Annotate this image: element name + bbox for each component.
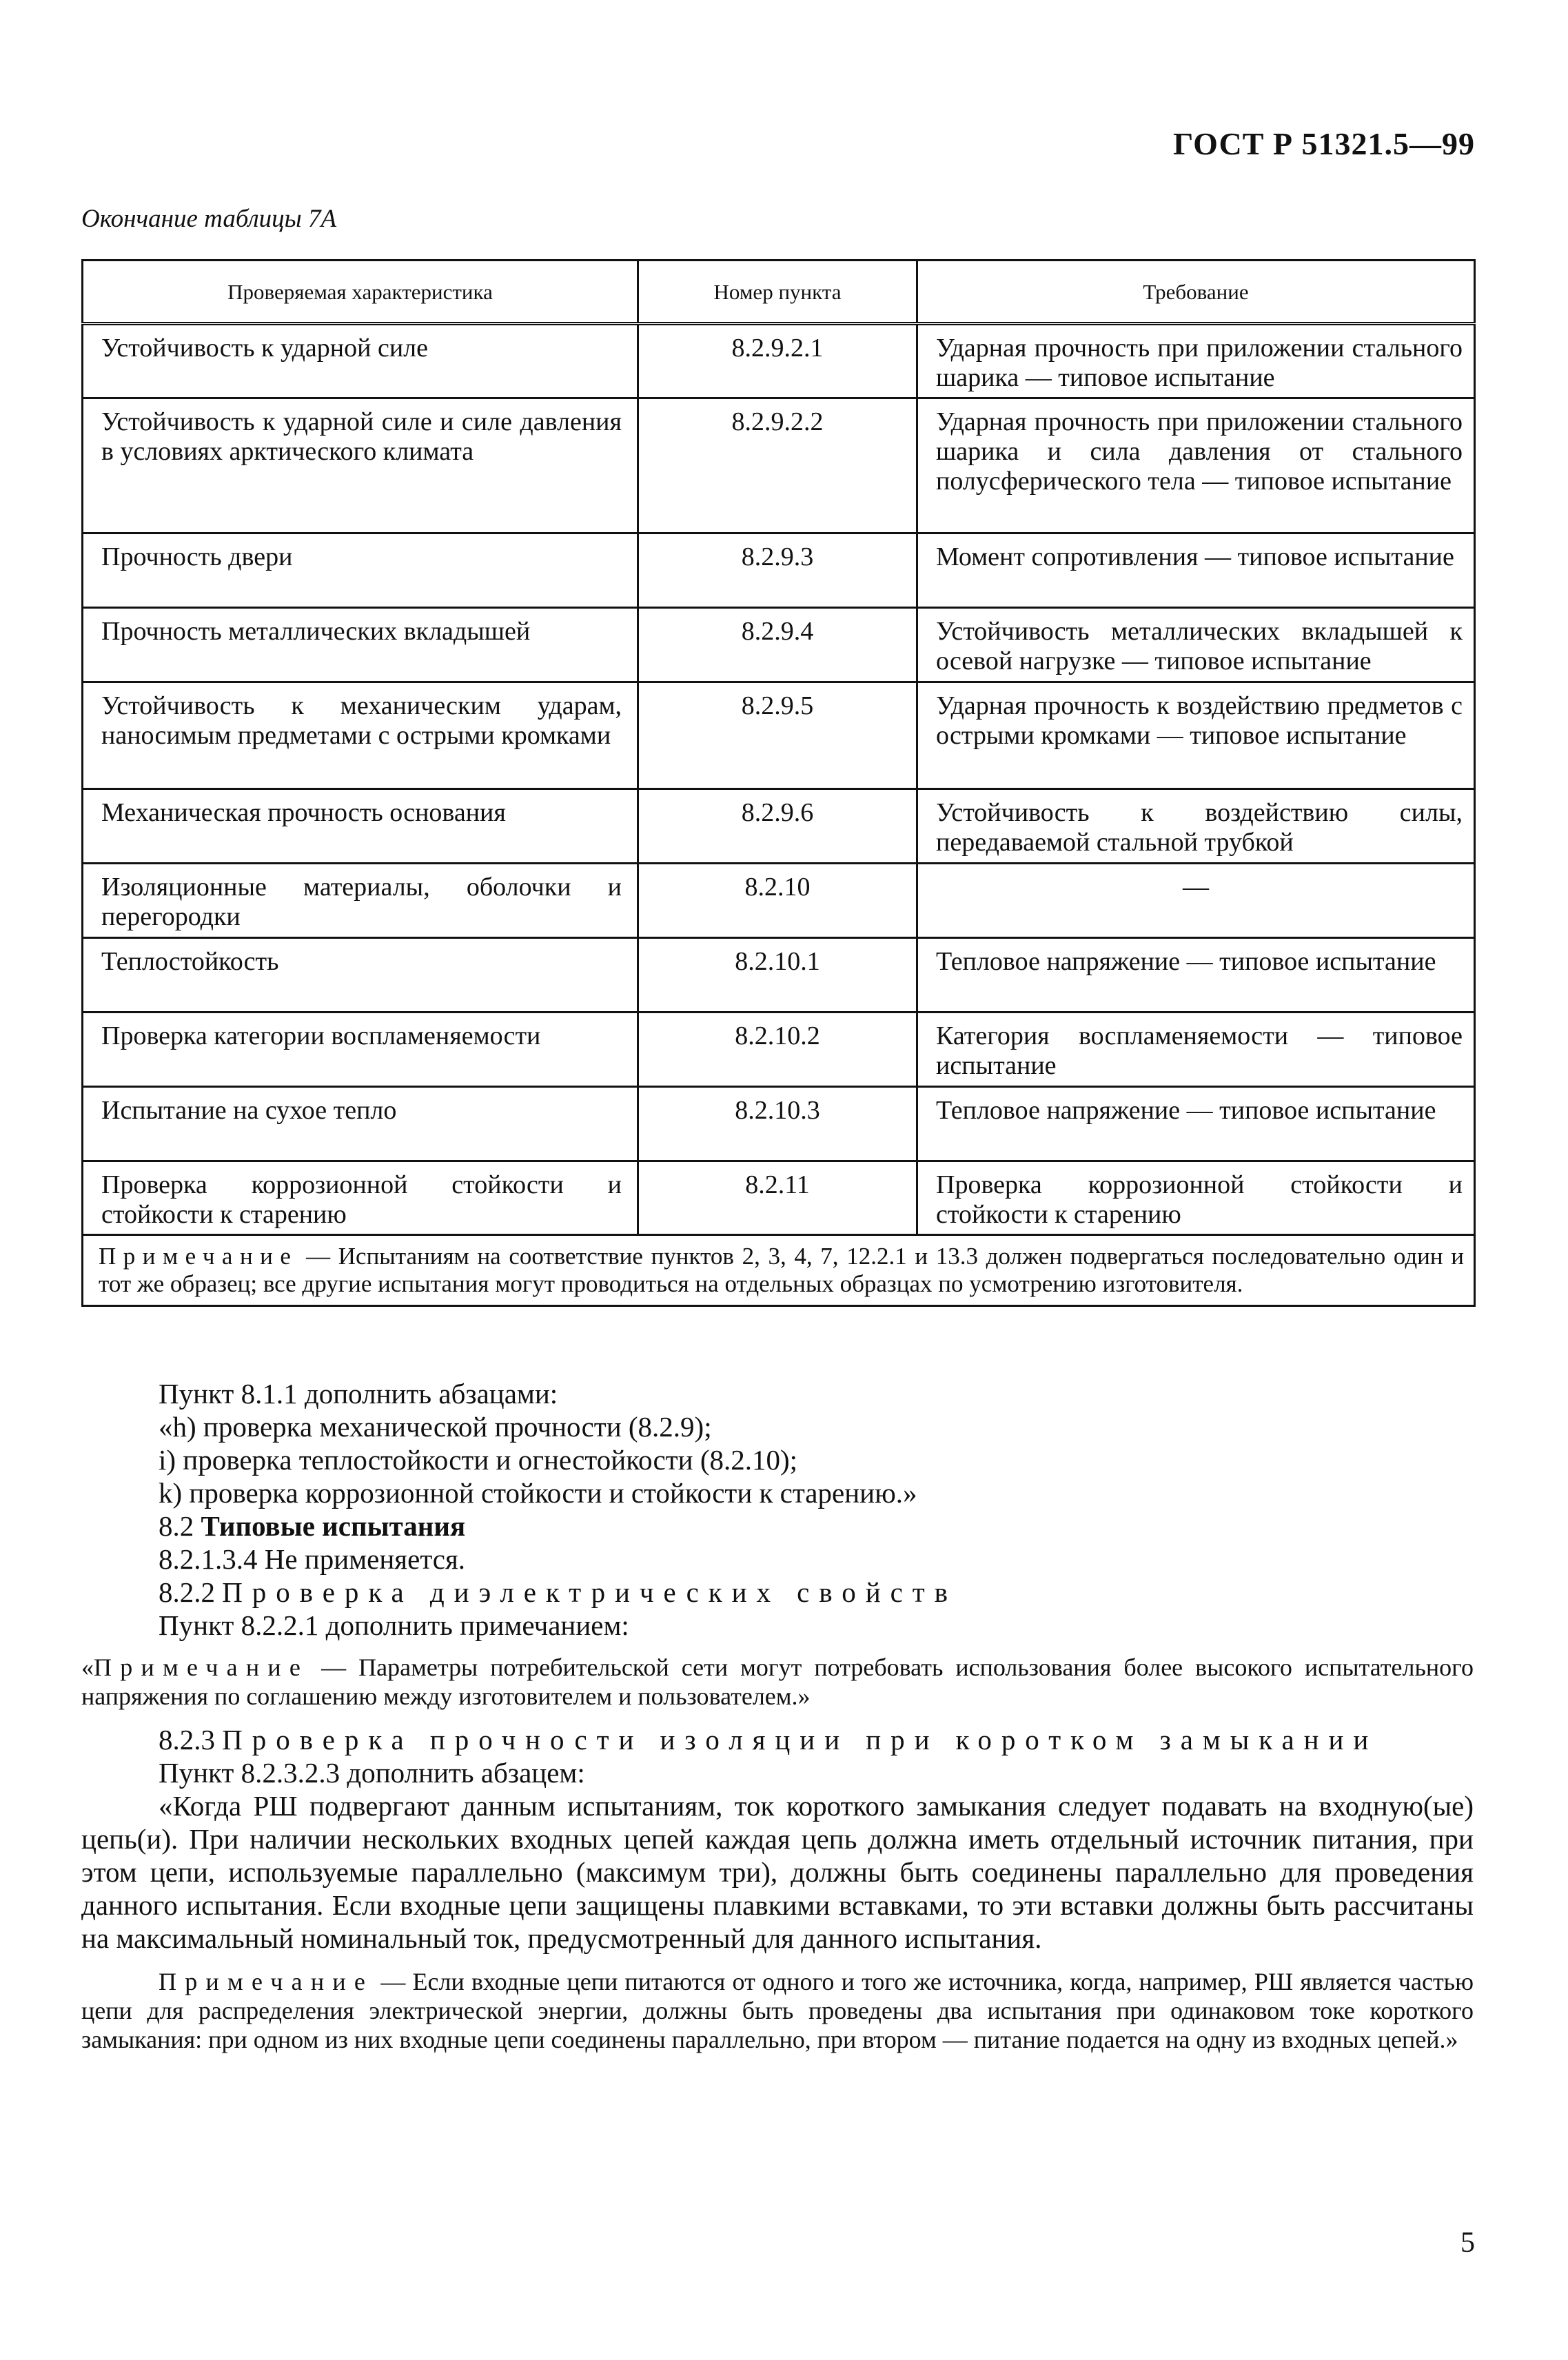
clause-cell: 8.2.9.4 xyxy=(638,608,917,682)
table-header-row xyxy=(83,261,1475,324)
note-open-quote: « xyxy=(81,1654,94,1681)
section-title: Проверка прочности изоляции при коротком замыкании xyxy=(222,1724,1378,1756)
requirement-cell: Ударная прочность при приложении стального шарика — типовое испытание xyxy=(917,324,1475,398)
table-note-text: — Испытаниям на соответствие пунктов 2, 3, 4, 7, 12.2.1 и 13.3 должен подвергаться последовательно один и тот же образец; все другие испытания могут проводиться на отдельных образцах по усмотрению изготовителя. xyxy=(99,1243,1464,1297)
paragraph: «Когда РШ подвергают данным испытаниям, ток короткого замыкания следует подавать на входную(ые) цепь(и). При наличии нескольких входных цепей каждая цепь должна иметь отдельный источник питания, при этом цепи, используемые параллельно (максимум три), должны быть соединены параллельно для проведения данного испытания. Если входные цепи защищены плавкими вставками, то эти вставки должны быть рассчитаны на максимальный номинальный ток, предусмотренный для данного испытания. xyxy=(81,1790,1474,1954)
characteristic-cell: Устойчивость к ударной силе и силе давления в условиях арктического климата xyxy=(83,398,638,533)
table-row xyxy=(83,682,1475,789)
requirement-cell: Ударная прочность при приложении стального шарика и сила давления от стального полусферического тела — типовое испытание xyxy=(917,398,1475,533)
requirement-cell: Устойчивость к воздействию силы, передаваемой стальной трубкой xyxy=(917,789,1475,864)
characteristic-cell: Механическая прочность основания xyxy=(83,789,638,864)
table-note-label: Примечание xyxy=(99,1243,298,1270)
table-row xyxy=(83,864,1475,938)
paragraph: Пункт 8.1.1 дополнить абзацами: xyxy=(159,1378,558,1410)
table-row xyxy=(83,533,1475,608)
paragraph: Пункт 8.2.3.2.3 дополнить абзацем: xyxy=(159,1757,585,1789)
column-header: Требование xyxy=(917,261,1475,324)
paragraph: 8.2.1.3.4 Не применяется. xyxy=(159,1543,466,1575)
clause-cell: 8.2.9.6 xyxy=(638,789,917,864)
note-label: Примечание xyxy=(159,1968,374,1995)
characteristic-cell: Теплостойкость xyxy=(83,938,638,1013)
characteristic-cell: Устойчивость к ударной силе xyxy=(83,324,638,398)
clause-cell: 8.2.9.2.2 xyxy=(638,398,917,533)
note-paragraph xyxy=(81,1967,1474,2054)
table-row xyxy=(83,398,1475,533)
characteristic-cell: Испытание на сухое тепло xyxy=(83,1087,638,1161)
clause-cell: 8.2.10.3 xyxy=(638,1087,917,1161)
page-number: 5 xyxy=(1460,2227,1475,2259)
column-header: Номер пункта xyxy=(638,261,917,324)
requirement-cell: Тепловое напряжение — типовое испытание xyxy=(917,938,1475,1013)
note-text: — Если входные цепи питаются от одного и того же источника, когда, например, РШ является частью цепи для распределения электрической энергии, должны быть проведены два испытания при одинаковом токе короткого замыкания: при одном из них входные цепи соединены параллельно, при втором — питание подается на одну из входных цепей.» xyxy=(81,1968,1474,2053)
characteristic-cell: Изоляционные материалы, оболочки и перегородки xyxy=(83,864,638,938)
section-number: 8.2.3 xyxy=(159,1724,215,1756)
clause-cell: 8.2.10 xyxy=(638,864,917,938)
characteristic-cell: Устойчивость к механическим ударам, наносимым предметами с острыми кромками xyxy=(83,682,638,789)
note-label: Примечание xyxy=(94,1654,309,1681)
section-title: Проверка диэлектрических свойств xyxy=(222,1576,957,1608)
column-header: Проверяемая характеристика xyxy=(83,261,638,324)
table-note-row xyxy=(83,1235,1475,1306)
note-paragraph xyxy=(81,1653,1474,1711)
requirement-cell: Проверка коррозионной стойкости и стойкости к старению xyxy=(917,1161,1475,1235)
table-row xyxy=(83,938,1475,1013)
note-text: — Параметры потребительской сети могут потребовать использования более высокого испытательного напряжения по соглашению между изготовителем и пользователем.» xyxy=(81,1654,1474,1710)
table-row xyxy=(83,608,1475,682)
clause-cell: 8.2.9.5 xyxy=(638,682,917,789)
clause-cell: 8.2.9.2.1 xyxy=(638,324,917,398)
paragraph: Пункт 8.2.2.1 дополнить примечанием: xyxy=(159,1609,629,1641)
table-caption: Окончание таблицы 7А xyxy=(81,205,337,233)
section-number: 8.2 xyxy=(159,1510,194,1542)
requirement-cell: Ударная прочность к воздействию предметов с острыми кромками — типовое испытание xyxy=(917,682,1475,789)
clause-cell: 8.2.9.3 xyxy=(638,533,917,608)
section-heading-8-2-2 xyxy=(81,1576,1474,1609)
requirement-cell: Устойчивость металлических вкладышей к осевой нагрузке — типовое испытание xyxy=(917,608,1475,682)
characteristic-cell: Проверка категории воспламеняемости xyxy=(83,1013,638,1087)
paragraph: «h) проверка механической прочности (8.2.9); xyxy=(159,1411,712,1443)
characteristic-cell: Проверка коррозионной стойкости и стойкости к старению xyxy=(83,1161,638,1235)
section-title: Типовые испытания xyxy=(201,1510,466,1542)
clause-cell: 8.2.10.1 xyxy=(638,938,917,1013)
table-row xyxy=(83,789,1475,864)
section-heading-8-2-3 xyxy=(81,1723,1474,1756)
clause-cell: 8.2.11 xyxy=(638,1161,917,1235)
requirement-cell: Тепловое напряжение — типовое испытание xyxy=(917,1087,1475,1161)
table-row xyxy=(83,1161,1475,1235)
table-row xyxy=(83,324,1475,398)
section-number: 8.2.2 xyxy=(159,1576,215,1608)
clause-cell: 8.2.10.2 xyxy=(638,1013,917,1087)
paragraph: i) проверка теплостойкости и огнестойкости (8.2.10); xyxy=(159,1444,798,1476)
section-heading-8-2 xyxy=(81,1509,1474,1543)
table-note xyxy=(83,1235,1475,1306)
characteristic-cell: Прочность двери xyxy=(83,533,638,608)
requirements-table xyxy=(81,259,1476,1307)
paragraph: k) проверка коррозионной стойкости и стойкости к старению.» xyxy=(159,1477,917,1509)
table-row xyxy=(83,1087,1475,1161)
document-code: ГОСТ Р 51321.5—99 xyxy=(1173,126,1475,161)
table-row xyxy=(83,1013,1475,1087)
body-text xyxy=(81,1377,1474,2054)
characteristic-cell: Прочность металлических вкладышей xyxy=(83,608,638,682)
requirement-cell: — xyxy=(917,864,1475,938)
requirement-cell: Категория воспламеняемости — типовое испытание xyxy=(917,1013,1475,1087)
requirement-cell: Момент сопротивления — типовое испытание xyxy=(917,533,1475,608)
